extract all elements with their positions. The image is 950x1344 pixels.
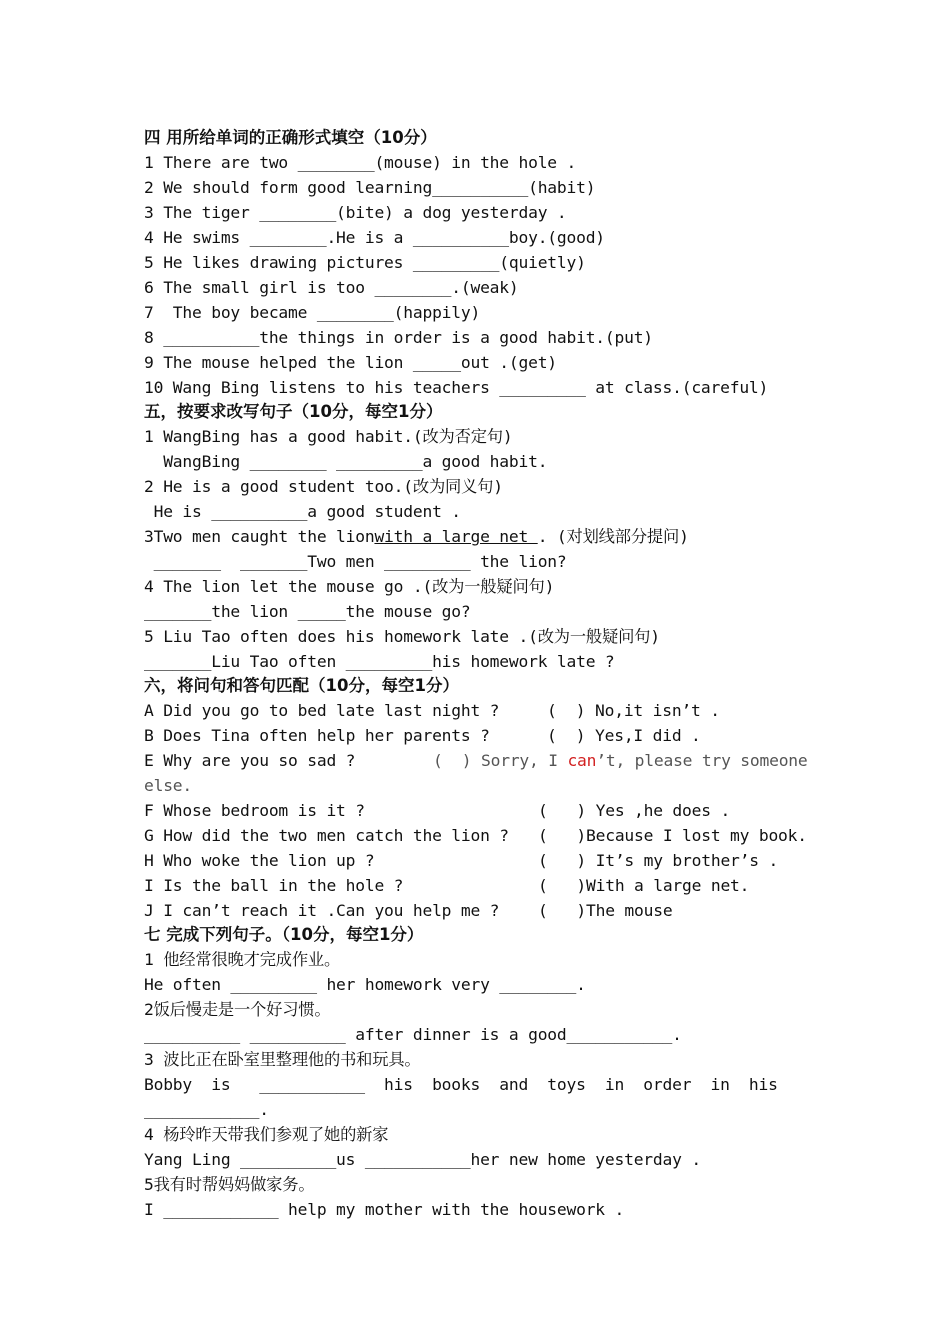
s5-line-6: _______ _______Two men _________ the lion? bbox=[144, 552, 567, 571]
s5-line-3: 2 He is a good student too.(改为同义句) bbox=[144, 477, 503, 496]
s7-line-9: Yang Ling __________us ___________her new home yesterday . bbox=[144, 1150, 701, 1169]
s6-question-e: E Why are you so sad ? bbox=[144, 751, 356, 770]
s5-line-5-start: 3Two men caught the lion bbox=[144, 527, 375, 546]
s6-answer-2: ( ) Yes,I did . bbox=[547, 726, 701, 745]
s5-line-5 bbox=[144, 526, 689, 548]
s4-item-6: 6 The small girl is too ________.(weak) bbox=[144, 278, 519, 297]
s6-answer-3-highlight: can bbox=[567, 751, 597, 770]
s6-answer-3-wrap: else. bbox=[144, 776, 193, 795]
s5-line-8: _______the lion _____the mouse go? bbox=[144, 602, 471, 621]
s7-line-1: 1 他经常很晚才完成作业。 bbox=[144, 950, 341, 969]
s6-answer-4: ( ) Yes ,he does . bbox=[538, 801, 731, 820]
s6-question-g: G How did the two men catch the lion ? bbox=[144, 826, 509, 845]
s5-line-5-end: . (对划线部分提问) bbox=[537, 527, 689, 546]
s5-line-10: _______Liu Tao often _________his homework late ? bbox=[144, 652, 615, 671]
s6-answer-6: ( ) It’s my brother’s . bbox=[538, 851, 779, 870]
s6-question-f: F Whose bedroom is it ? bbox=[144, 801, 365, 820]
s6-answer-5: ( )Because I lost my book. bbox=[538, 826, 807, 845]
s6-question-a: A Did you go to bed late last night ? bbox=[144, 701, 500, 720]
s6-question-h: H Who woke the lion up ? bbox=[144, 851, 375, 870]
s4-item-1: 1 There are two ________(mouse) in the hole . bbox=[144, 153, 577, 172]
section-4-title: 四 用所给单词的正确形式填空（10分） bbox=[144, 128, 437, 147]
s4-item-10: 10 Wang Bing listens to his teachers _________ at class.(careful) bbox=[144, 378, 769, 397]
s7-line-8: 4 杨玲昨天带我们参观了她的新家 bbox=[144, 1125, 389, 1144]
s5-line-1: 1 WangBing has a good habit.(改为否定句) bbox=[144, 427, 513, 446]
s4-item-8: 8 __________the things in order is a good habit.(put) bbox=[144, 328, 653, 347]
s4-item-9: 9 The mouse helped the lion _____out .(get) bbox=[144, 353, 557, 372]
s7-line-6: Bobby is ___________ his books and toys in order in his bbox=[144, 1075, 778, 1094]
s7-line-3: 2饭后慢走是一个好习惯。 bbox=[144, 1000, 331, 1019]
s7-line-7: ____________. bbox=[144, 1100, 269, 1119]
s7-line-10: 5我有时帮妈妈做家务。 bbox=[144, 1175, 315, 1194]
s6-answer-7: ( )With a large net. bbox=[538, 876, 750, 895]
s6-question-i: I Is the ball in the hole ? bbox=[144, 876, 404, 895]
s7-line-11: I ____________ help my mother with the housework . bbox=[144, 1200, 625, 1219]
s6-question-j: J I can’t reach it .Can you help me ? bbox=[144, 901, 500, 920]
s4-item-5: 5 He likes drawing pictures _________(quietly) bbox=[144, 253, 586, 272]
s5-line-9: 5 Liu Tao often does his homework late .(改为一般疑问句) bbox=[144, 627, 660, 646]
s4-item-3: 3 The tiger ________(bite) a dog yesterday . bbox=[144, 203, 567, 222]
s5-line-2: WangBing ________ _________a good habit. bbox=[144, 452, 548, 471]
s4-item-4: 4 He swims ________.He is a __________boy.(good) bbox=[144, 228, 605, 247]
s5-underlined-phrase: with a large net bbox=[374, 527, 538, 546]
s6-answer-8: ( )The mouse bbox=[538, 901, 673, 920]
section-7-title: 七 完成下列句子。（10分，每空1分） bbox=[144, 925, 424, 944]
s4-item-7: 7 The boy became ________(happily) bbox=[144, 303, 481, 322]
s7-line-5: 3 波比正在卧室里整理他的书和玩具。 bbox=[144, 1050, 421, 1069]
s6-answer-1: ( ) No,it isn’t . bbox=[547, 701, 720, 720]
s7-line-2: He often _________ her homework very ________. bbox=[144, 975, 586, 994]
s4-item-2: 2 We should form good learning__________(habit) bbox=[144, 178, 596, 197]
s6-answer-3-start: ( ) Sorry, I bbox=[433, 751, 568, 770]
s7-line-4: __________ __________ after dinner is a good___________. bbox=[144, 1025, 682, 1044]
section-6-title: 六，将问句和答句匹配（10分，每空1分） bbox=[144, 676, 459, 695]
s6-answer-3 bbox=[433, 750, 808, 772]
s5-line-4: He is __________a good student . bbox=[144, 502, 461, 521]
section-5-title: 五，按要求改写句子（10分，每空1分） bbox=[144, 402, 443, 421]
s5-line-7: 4 The lion let the mouse go .(改为一般疑问句) bbox=[144, 577, 555, 596]
s6-question-b: B Does Tina often help her parents ? bbox=[144, 726, 490, 745]
s6-answer-3-end: ’t, please try someone bbox=[596, 751, 808, 770]
